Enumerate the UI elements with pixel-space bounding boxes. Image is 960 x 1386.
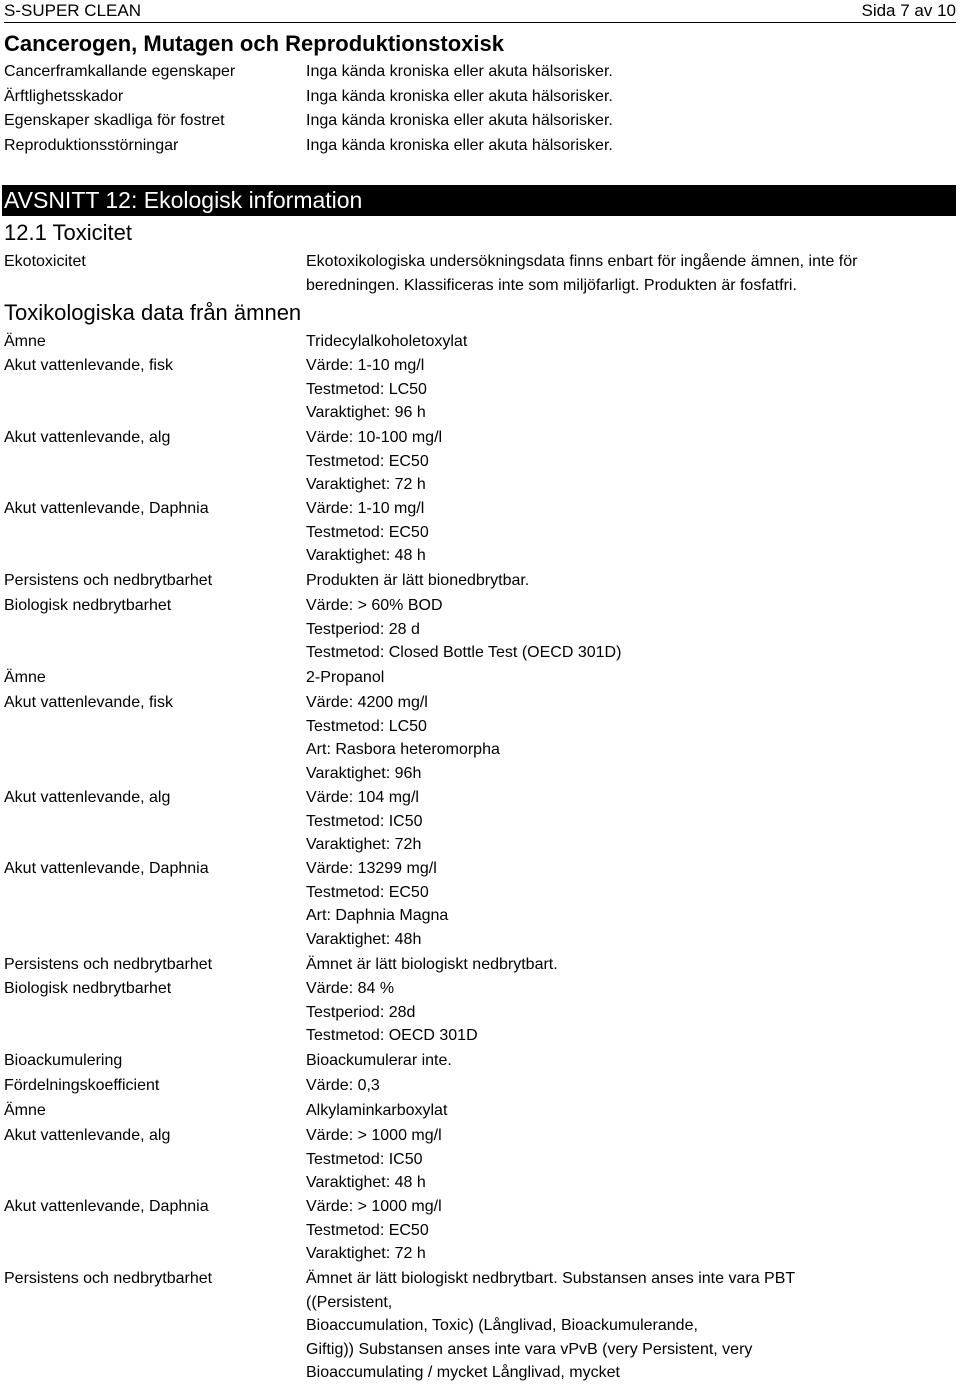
entry-value: Värde: 104 mg/l [306, 789, 419, 806]
entry-value: Värde: > 60% BOD [306, 597, 443, 614]
entry-value: Testmetod: EC50 [306, 452, 429, 470]
entry-value: Värde: 1-10 mg/l [306, 500, 425, 517]
cmr-value: Inga kända kroniska eller akuta hälsorisker. [306, 63, 613, 80]
entry-label: Akut vattenlevande, Daphnia [4, 1198, 209, 1215]
entry-label: Bioackumulering [4, 1052, 123, 1069]
entry-label: Akut vattenlevande, fisk [4, 694, 173, 711]
entry-value: Värde: 13299 mg/l [306, 860, 437, 877]
entry-value: Värde: > 1000 mg/l [306, 1198, 442, 1215]
entry-value: Varaktighet: 48 h [306, 1174, 426, 1192]
entry-label: Fördelningskoefficient [4, 1077, 160, 1094]
entry-value: Alkylaminkarboxylat [306, 1102, 448, 1119]
cmr-value: Inga kända kroniska eller akuta hälsorisker. [306, 137, 613, 154]
entry-value: Testperiod: 28 d [306, 620, 420, 638]
cmr-value: Inga kända kroniska eller akuta hälsorisker. [306, 88, 613, 105]
entry-value: Giftig)) Substansen anses inte vara vPvB (very Persistent, very [306, 1340, 753, 1358]
entry-value: Varaktighet: 48h [306, 930, 422, 948]
entry-value: Tridecylalkoholetoxylat [306, 333, 468, 350]
subsection-title: 12.1 Toxicitet [4, 220, 133, 245]
entry-label: Akut vattenlevande, Daphnia [4, 500, 209, 517]
entry-value: Värde: 1-10 mg/l [306, 357, 425, 374]
entry-value: Bioackumulerar inte. [306, 1052, 452, 1069]
entry-label: Akut vattenlevande, alg [4, 429, 171, 446]
entry-value: 2-Propanol [306, 669, 385, 686]
tox-data-heading: Toxikologiska data från ämnen [4, 300, 302, 325]
entry-value: Testmetod: EC50 [306, 883, 429, 901]
entry-label: Akut vattenlevande, Daphnia [4, 860, 209, 877]
entry-value: Ämnet är lätt biologiskt nedbrytbart. [306, 956, 558, 973]
entry-value: Testmetod: IC50 [306, 1150, 423, 1168]
entry-value: Ämnet är lätt biologiskt nedbrytbart. Substansen anses inte vara PBT [306, 1270, 796, 1287]
product-name: S-SUPER CLEAN [4, 1, 141, 20]
cmr-heading: Cancerogen, Mutagen och Reproduktionstoxisk [4, 31, 504, 56]
entry-value: Bioaccumulation, Toxic) (Långlivad, Bioackumulerande, [306, 1317, 698, 1335]
entry-value: Varaktighet: 72 h [306, 1245, 426, 1263]
entry-value: Produkten är lätt bionedbrytbar. [306, 572, 530, 589]
entry-value: Värde: 10-100 mg/l [306, 429, 443, 446]
cmr-label: Reproduktionsstörningar [4, 137, 179, 154]
entry-value: ((Persistent, [306, 1293, 393, 1311]
cmr-label: Cancerframkallande egenskaper [4, 63, 236, 80]
cmr-row [4, 60, 956, 84]
entry-label: Persistens och nedbrytbarhet [4, 572, 213, 589]
cmr-label: Egenskaper skadliga för fostret [4, 112, 225, 129]
entry-value: Varaktighet: 96h [306, 764, 422, 782]
entry-label: Biologisk nedbrytbarhet [4, 597, 172, 614]
entry-value: Bioaccumulating / mycket Långlivad, mycket [306, 1364, 620, 1382]
entry-value: Art: Daphnia Magna [306, 907, 449, 925]
entry-value: Värde: 84 % [306, 980, 395, 997]
page-number: Sida 7 av 10 [861, 1, 956, 20]
entry-label: Ämne [4, 333, 46, 350]
entry-value: Varaktighet: 72 h [306, 476, 426, 494]
entry-value: Testmetod: LC50 [306, 380, 427, 398]
entry-value: Testmetod: IC50 [306, 812, 423, 830]
cmr-row [4, 134, 956, 158]
entry-value: Testmetod: OECD 301D [306, 1027, 478, 1045]
cmr-label: Ärftlighetsskador [4, 88, 124, 105]
entry-label: Biologisk nedbrytbarhet [4, 980, 172, 997]
entry-label: Ämne [4, 1102, 46, 1119]
entry-value: Varaktighet: 48 h [306, 547, 426, 565]
entry-value: Testmetod: EC50 [306, 1221, 429, 1239]
entry-value: Varaktighet: 96 h [306, 404, 426, 422]
entry-value: Varaktighet: 72h [306, 836, 422, 854]
entry-label: Persistens och nedbrytbarhet [4, 956, 213, 973]
entry-value: Testperiod: 28d [306, 1003, 416, 1021]
entry-label: Akut vattenlevande, alg [4, 789, 171, 806]
cmr-row [4, 109, 956, 133]
cmr-value: Inga kända kroniska eller akuta hälsorisker. [306, 112, 613, 129]
entry-label: Akut vattenlevande, fisk [4, 357, 173, 374]
ecotox-label: Ekotoxicitet [4, 253, 86, 270]
entry-value: Testmetod: EC50 [306, 523, 429, 541]
entry-label: Ämne [4, 669, 46, 686]
entry-label: Persistens och nedbrytbarhet [4, 1270, 213, 1287]
section-title-bar: AVSNITT 12: Ekologisk information [2, 185, 956, 216]
cmr-row [4, 85, 956, 109]
entry-value: Art: Rasbora heteromorpha [306, 741, 500, 759]
entry-value: Testmetod: LC50 [306, 717, 427, 735]
ecotox-text: Ekotoxikologiska undersökningsdata finns enbart för ingående ämnen, inte för beredningen. Klassificeras inte som miljöfarligt. Produkten är fosfatfri. [306, 253, 858, 294]
entry-value: Värde: 4200 mg/l [306, 694, 428, 711]
entry-value: Värde: > 1000 mg/l [306, 1127, 442, 1144]
page-header [4, 0, 956, 23]
entry-label: Akut vattenlevande, alg [4, 1127, 171, 1144]
entry-value: Testmetod: Closed Bottle Test (OECD 301D) [306, 644, 622, 662]
entry-value: Värde: 0,3 [306, 1077, 380, 1094]
